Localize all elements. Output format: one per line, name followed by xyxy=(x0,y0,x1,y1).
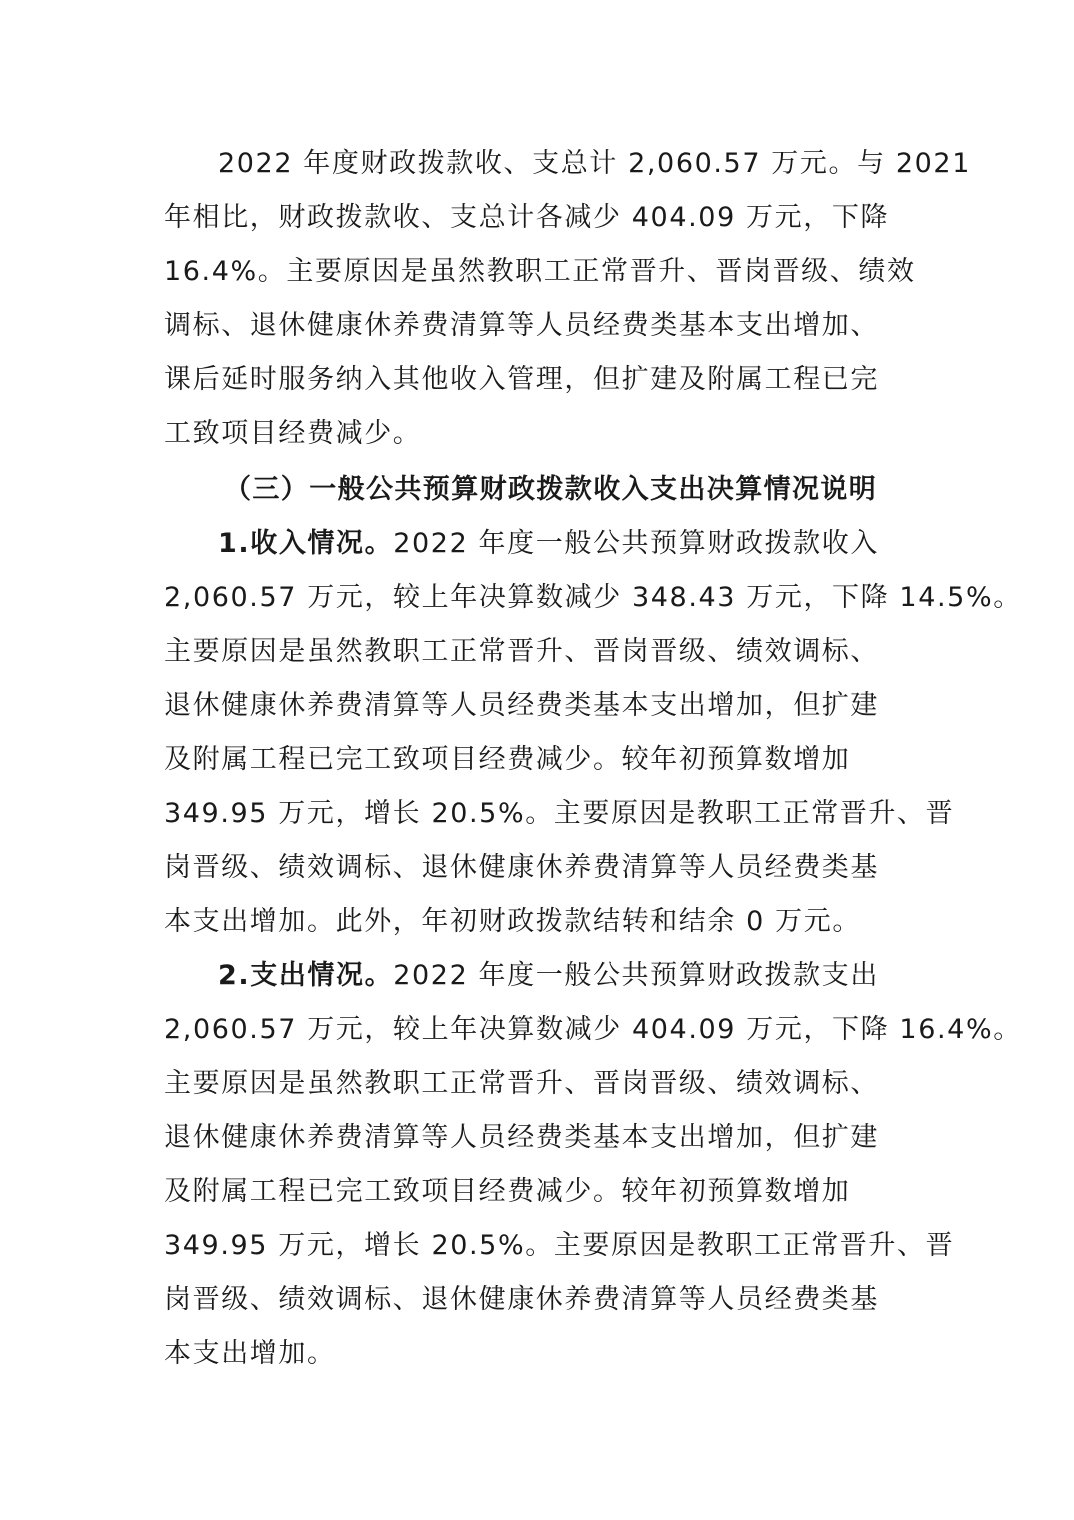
expenditure-lead: 2.支出情况。 xyxy=(218,960,394,991)
expenditure-line-5: 及附属工程已完工致项目经费减少。较年初预算数增加 xyxy=(164,1176,851,1207)
income-lead: 1.收入情况。 xyxy=(218,528,394,559)
income-line-3: 主要原因是虽然教职工正常晋升、晋岗晋级、绩效调标、 xyxy=(164,636,879,667)
expenditure-line-8: 本支出增加。 xyxy=(164,1338,336,1369)
income-line-1-text: 2022 年度一般公共预算财政拨款收入 xyxy=(393,528,879,559)
expenditure-line-7: 岗晋级、绩效调标、退休健康休养费清算等人员经费类基 xyxy=(164,1284,879,1315)
income-line-7: 岗晋级、绩效调标、退休健康休养费清算等人员经费类基 xyxy=(164,852,879,883)
income-line-6: 349.95 万元，增长 20.5%。主要原因是教职工正常晋升、晋 xyxy=(164,798,955,829)
expenditure-line-6: 349.95 万元，增长 20.5%。主要原因是教职工正常晋升、晋 xyxy=(164,1230,955,1261)
income-line-8: 本支出增加。此外，年初财政拨款结转和结余 0 万元。 xyxy=(164,906,861,937)
income-line-5: 及附属工程已完工致项目经费减少。较年初预算数增加 xyxy=(164,744,851,775)
paragraph-1-line-6: 工致项目经费减少。 xyxy=(164,418,422,449)
paragraph-1-line-2: 年相比，财政拨款收、支总计各减少 404.09 万元，下降 xyxy=(164,202,890,233)
income-line-1 xyxy=(218,526,879,562)
paragraph-1-line-4: 调标、退休健康休养费清算等人员经费类基本支出增加、 xyxy=(164,310,879,341)
paragraph-1-line-1: 2022 年度财政拨款收、支总计 2,060.57 万元。与 2021 xyxy=(218,148,971,179)
income-line-4: 退休健康休养费清算等人员经费类基本支出增加，但扩建 xyxy=(164,690,879,721)
section-heading: （三）一般公共预算财政拨款收入支出决算情况说明 xyxy=(224,474,878,505)
income-line-2: 2,060.57 万元，较上年决算数减少 348.43 万元，下降 14.5%。 xyxy=(164,582,1022,613)
paragraph-1-line-5: 课后延时服务纳入其他收入管理，但扩建及附属工程已完 xyxy=(164,364,879,395)
expenditure-line-4: 退休健康休养费清算等人员经费类基本支出增加，但扩建 xyxy=(164,1122,879,1153)
paragraph-1-line-3: 16.4%。主要原因是虽然教职工正常晋升、晋岗晋级、绩效 xyxy=(164,256,916,287)
expenditure-line-1-text: 2022 年度一般公共预算财政拨款支出 xyxy=(393,960,879,991)
expenditure-line-2: 2,060.57 万元，较上年决算数减少 404.09 万元，下降 16.4%。 xyxy=(164,1014,1022,1045)
expenditure-line-3: 主要原因是虽然教职工正常晋升、晋岗晋级、绩效调标、 xyxy=(164,1068,879,1099)
expenditure-line-1 xyxy=(218,958,879,994)
